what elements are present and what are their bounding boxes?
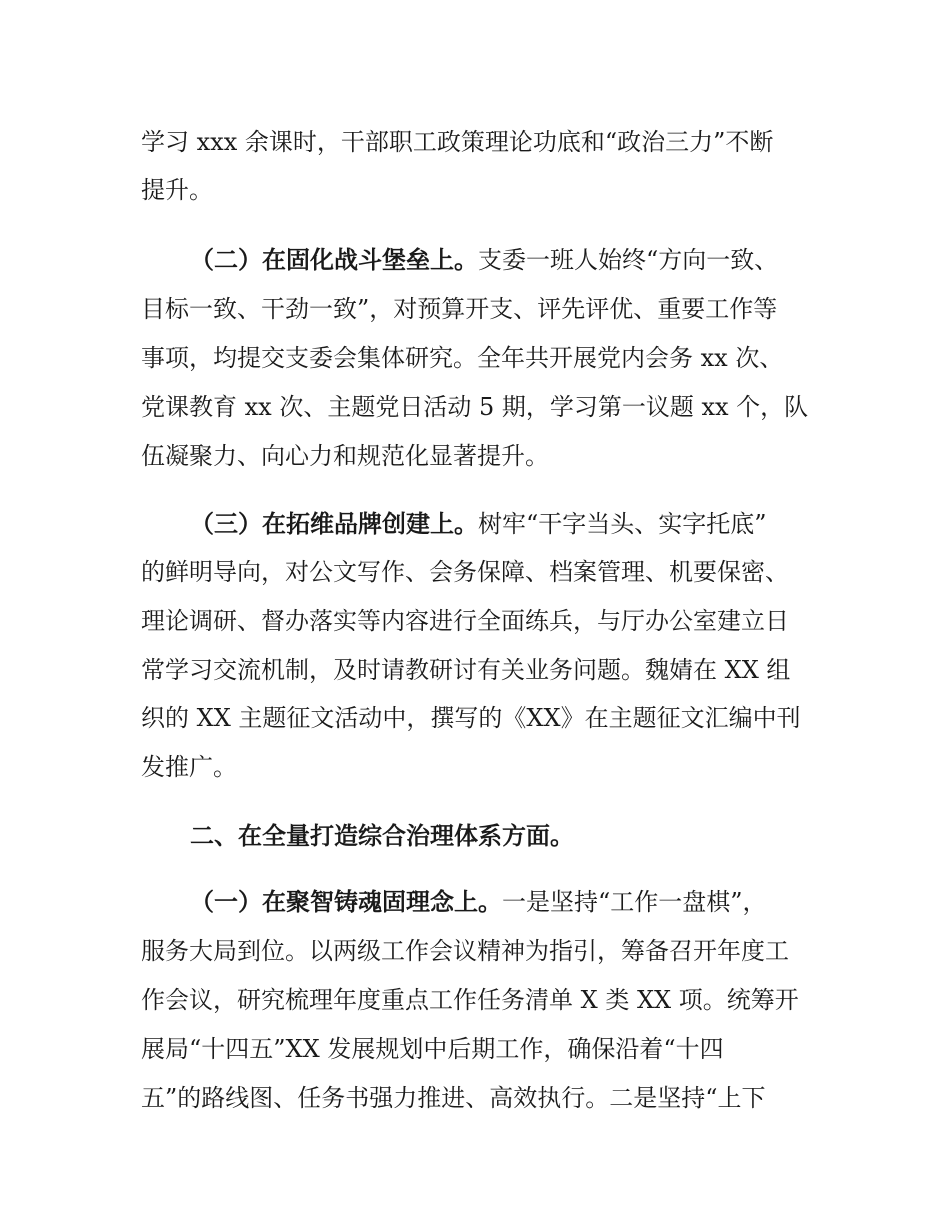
paragraph-2-line-1: [0, 240, 950, 280]
paragraph-3-line-3: 理论调研、督办落实等内容进行全面练兵，与厅办公室建立日: [141, 607, 789, 635]
paragraph-3-text: 树牢“干字当头、实字托底”: [478, 510, 767, 538]
paragraph-4-line-4: 展局“十四五”XX 发展规划中后期工作，确保沿着“十四: [141, 1035, 724, 1063]
section-2-heading: 二、在全量打造综合治理体系方面。: [190, 822, 574, 850]
paragraph-1-line-2: 提升。: [141, 176, 213, 204]
paragraph-3-line-5: 织的 XX 主题征文活动中，撰写的《XX》在主题征文汇编中刊: [141, 704, 801, 732]
paragraph-4-line-2: 服务大局到位。以两级工作会议精神为指引，筹备召开年度工: [141, 937, 789, 965]
paragraph-2-text: 支委一班人始终“方向一致、: [478, 246, 779, 274]
paragraph-3-line-4: 常学习交流机制，及时请教研讨有关业务问题。魏婧在 XX 组: [141, 656, 791, 684]
paragraph-2-line-5: 伍凝聚力、向心力和规范化显著提升。: [141, 442, 549, 470]
paragraph-3-heading: （三）在拓维品牌创建上。: [190, 510, 478, 538]
paragraph-3-line-1: [0, 504, 950, 544]
paragraph-3-line-6: 发推广。: [141, 753, 237, 781]
paragraph-3-line-2: 的鲜明导向，对公文写作、会务保障、档案管理、机要保密、: [141, 558, 789, 586]
paragraph-2-line-4: 党课教育 xx 次、主题党日活动 5 期，学习第一议题 xx 个，队: [141, 393, 809, 421]
paragraph-2-line-2: 目标一致、干劲一致”，对预算开支、评先评优、重要工作等: [141, 295, 778, 323]
paragraph-4-line-3: 作会议，研究梳理年度重点工作任务清单 X 类 XX 项。统筹开: [141, 986, 799, 1014]
paragraph-1-line-1: 学习 xxx 余课时，干部职工政策理论功底和“政治三力”不断: [141, 128, 774, 156]
paragraph-2-line-3: 事项，均提交支委会集体研究。全年共开展党内会务 xx 次、: [141, 344, 784, 372]
paragraph-4-line-1: [0, 882, 950, 922]
paragraph-4-line-5: 五”的路线图、任务书强力推进、高效执行。二是坚持“上下: [141, 1084, 766, 1112]
paragraph-4-heading: （一）在聚智铸魂固理念上。: [190, 888, 502, 916]
paragraph-2-heading: （二）在固化战斗堡垒上。: [190, 246, 478, 274]
paragraph-4-text: 一是坚持“工作一盘棋”，: [502, 888, 767, 916]
